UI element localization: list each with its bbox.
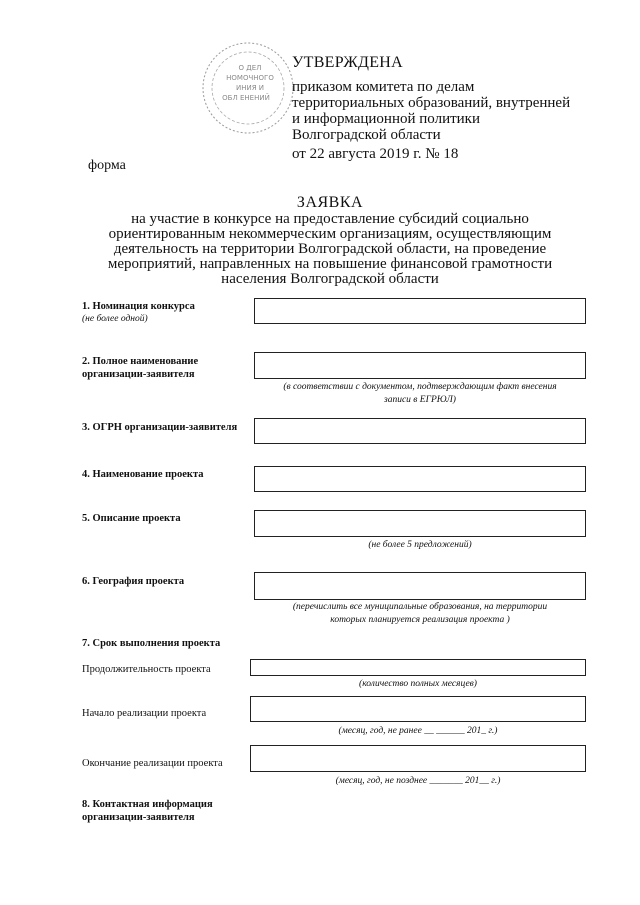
approval-line-3: и информационной политики bbox=[292, 111, 480, 127]
stamp-line-1: О ДЕЛ bbox=[238, 64, 262, 72]
stamp-line-3: ИНИЯ И bbox=[235, 84, 265, 92]
org-name-hint-2: записи в ЕГРЮЛ) bbox=[384, 395, 456, 405]
application-heading bbox=[60, 195, 600, 287]
heading-line-5: населения Волгоградской области bbox=[221, 271, 439, 287]
project-geography-label: 6. География проекта bbox=[82, 576, 185, 587]
project-end-hint: (месяц, год, не позднее _______ 201__ г.) bbox=[335, 776, 501, 786]
project-duration-label: Продолжительность проекта bbox=[82, 664, 211, 675]
org-name-field[interactable] bbox=[254, 352, 586, 379]
contact-info-label-2: организации-заявителя bbox=[82, 812, 195, 823]
project-duration-field[interactable] bbox=[250, 659, 586, 676]
project-end-field[interactable] bbox=[250, 745, 586, 772]
nomination-sub: (не более одной) bbox=[82, 314, 148, 324]
approval-line-1: приказом комитета по делам bbox=[292, 79, 475, 95]
stamp-line-2: НОМОЧНОГО bbox=[226, 74, 274, 82]
approval-line-4: Волгоградской области bbox=[292, 127, 441, 143]
ogrn-label: 3. ОГРН организации-заявителя bbox=[82, 422, 238, 433]
contact-info-label-1: 8. Контактная информация bbox=[82, 799, 213, 810]
org-name-hint-1: (в соответствии с документом, подтверждающим факт внесения bbox=[283, 382, 557, 392]
project-start-field[interactable] bbox=[250, 696, 586, 722]
approval-date: от 22 августа 2019 г. № 18 bbox=[292, 146, 459, 162]
project-description-field[interactable] bbox=[254, 510, 586, 537]
approval-line-2: территориальных образований, внутренней bbox=[292, 95, 571, 111]
project-duration-hint: (количество полных месяцев) bbox=[359, 679, 477, 689]
heading-line-4: мероприятий, направленных на повышение финансовой грамотности bbox=[107, 256, 553, 272]
heading-line-3: деятельность на территории Волгоградской области, на проведение bbox=[113, 241, 547, 257]
project-description-hint: (не более 5 предложений) bbox=[368, 540, 472, 550]
heading-line-1: на участие в конкурсе на предоставление субсидий социально bbox=[131, 211, 529, 227]
form-label: форма bbox=[88, 158, 126, 173]
project-description-label: 5. Описание проекта bbox=[82, 513, 181, 524]
project-term-label: 7. Срок выполнения проекта bbox=[82, 638, 221, 649]
project-end-label: Окончание реализации проекта bbox=[82, 758, 223, 769]
official-seal-icon bbox=[200, 40, 296, 136]
application-title: ЗАЯВКА bbox=[296, 194, 364, 211]
ogrn-field[interactable] bbox=[254, 418, 586, 444]
org-name-label-2: организации-заявителя bbox=[82, 369, 195, 380]
approval-title: УТВЕРЖДЕНА bbox=[292, 54, 404, 71]
project-geography-hint-2: которых планируется реализация проекта ) bbox=[330, 615, 510, 625]
project-name-field[interactable] bbox=[254, 466, 586, 492]
project-start-hint: (месяц, год, не ранее __ ______ 201_ г.) bbox=[338, 726, 498, 736]
org-name-label-1: 2. Полное наименование bbox=[82, 356, 199, 367]
heading-line-2: ориентированным некоммерческим организациям, осуществляющим bbox=[108, 226, 552, 242]
approval-block bbox=[292, 55, 570, 143]
project-geography-hint-1: (перечислить все муниципальные образования, на территории bbox=[292, 602, 548, 612]
nomination-label: 1. Номинация конкурса bbox=[82, 301, 195, 312]
project-start-label: Начало реализации проекта bbox=[82, 708, 207, 719]
stamp-line-4: ОБЛ ЕНЕНИЙ bbox=[222, 94, 270, 102]
project-geography-field[interactable] bbox=[254, 572, 586, 600]
project-name-label: 4. Наименование проекта bbox=[82, 469, 204, 480]
nomination-field[interactable] bbox=[254, 298, 586, 324]
